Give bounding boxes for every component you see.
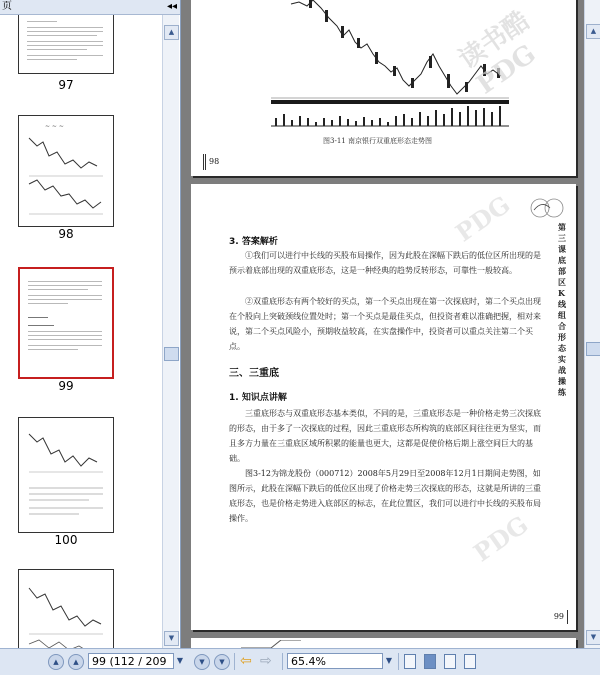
scrollbar-thumb[interactable]: [586, 342, 600, 356]
answer-paragraph-1: ①我们可以进行中长线的买股布局操作，因为此股在深幅下跌后的低位区所出现的是预示着底部出现的双重底形态，这是一种经典的趋势反转形态，可靠性一般较高。: [229, 251, 541, 275]
last-page-icon[interactable]: ▼: [214, 654, 230, 670]
continuous-view-icon[interactable]: [424, 654, 436, 669]
scrollbar-thumb[interactable]: [164, 347, 179, 361]
go-back-icon[interactable]: ⇦: [240, 653, 252, 669]
watermark: PDG: [450, 189, 516, 248]
page-number: 98: [209, 157, 220, 166]
knowledge-paragraph-1: 三重底形态与双重底形态基本类似，不同的是，三重底形态是一种价格走势三次探底的形态，由于多了一次探底的过程，因此三重底形态所构筑的底部区间往往更为坚实，而且多方力量在三重底区域所积累的能量也更大，这都是促使价格后期上涨空间巨大的基础。: [229, 409, 541, 463]
watermark: PDG: [468, 509, 534, 568]
thumbnail-panel: [0, 0, 181, 648]
thumbnail-label: 97: [58, 78, 74, 92]
subsection-title-knowledge: 1. 知识点讲解: [229, 393, 287, 403]
answer-paragraph-2: ②双重底形态有两个较好的买点，第一个买点出现在第一次探底时，第二个买点出现在个股向上突破颈线位置处时；第一个买点是最佳买点，但投资者难以准确把握，相对来说，第二个买点风险小，预期收益较高，在实盘操作中，投资者可以重点关注第二个买点。: [229, 297, 541, 351]
thumbnail-page-99-selected[interactable]: [18, 267, 114, 379]
knowledge-paragraph-2: 图3-12为锦龙股份（000712）2008年5月29日至2008年12月1日期间走势图，如图所示，此股在深幅下跌后的低位区出现了价格走势三次探底的形态，这就是所讲的三重底形态，也是价格走势进入底部区的标志，在此位置区，我们可以进行中长线的买股布局操作。: [229, 469, 541, 523]
first-page-icon[interactable]: ▲: [48, 654, 64, 670]
current-page-value: 99: [92, 655, 106, 668]
thumbnail-scrollbar[interactable]: [162, 15, 179, 648]
thumbnail-page-100[interactable]: [18, 417, 114, 533]
scroll-up-icon[interactable]: ▲: [164, 25, 179, 40]
collapse-panel-icon[interactable]: ◂◂: [166, 1, 177, 12]
thumbnail-chart-graphic: [19, 418, 113, 532]
thumbnail-chart-graphic: [19, 116, 113, 226]
thumbnail-label: 99: [58, 379, 74, 393]
thumbnail-panel-header: [0, 0, 180, 15]
thumbnail-page-97[interactable]: [18, 15, 114, 74]
scroll-down-icon[interactable]: ▼: [586, 630, 600, 645]
decorative-header-icon: [241, 640, 321, 648]
thumbnail-label: 98: [58, 227, 74, 241]
vertical-chapter-title: 第三课 底部区K线组合形态实战操练: [558, 222, 566, 397]
document-viewer[interactable]: [181, 0, 584, 648]
scroll-down-icon[interactable]: ▼: [164, 631, 179, 646]
page-dropdown-icon[interactable]: ▼: [176, 656, 184, 665]
zoom-field[interactable]: 65.4%: [287, 653, 383, 669]
previous-page-icon[interactable]: ▲: [68, 654, 84, 670]
single-page-view-icon[interactable]: [404, 654, 416, 669]
current-page: [191, 184, 576, 630]
decorative-header-icon: [528, 196, 568, 220]
next-page: [191, 638, 576, 648]
pages-tab[interactable]: 页: [2, 1, 12, 12]
section-heading-triple-bottom: 三、三重底: [229, 368, 279, 379]
facing-pages-view-icon[interactable]: [444, 654, 456, 669]
next-page-icon[interactable]: ▼: [194, 654, 210, 670]
page-count-text: (112 / 209: [109, 655, 167, 668]
go-forward-icon[interactable]: ⇨: [260, 653, 272, 669]
thumbnail-chart-graphic: [19, 570, 113, 648]
svg-text:~ ~ ~: ~ ~ ~: [45, 123, 64, 130]
continuous-facing-view-icon[interactable]: [464, 654, 476, 669]
thumbnail-page-101[interactable]: [18, 569, 114, 648]
thumbnail-page-98[interactable]: [18, 115, 114, 227]
page-number-field[interactable]: [88, 653, 174, 669]
figure-caption: 图3-11 南京银行双重底形态走势图: [323, 137, 432, 145]
previous-page: [191, 0, 576, 176]
navigation-toolbar: [0, 648, 600, 675]
scroll-up-icon[interactable]: ▲: [586, 24, 600, 39]
thumbnail-label: 100: [54, 533, 78, 547]
zoom-dropdown-icon[interactable]: ▼: [385, 656, 393, 665]
page-number: 99: [553, 612, 564, 621]
watermark: 读书酷PDG: [453, 5, 542, 101]
document-scrollbar[interactable]: [584, 0, 600, 648]
thumbnail-list[interactable]: [0, 15, 160, 648]
section-title-answers: 3. 答案解析: [229, 237, 278, 247]
